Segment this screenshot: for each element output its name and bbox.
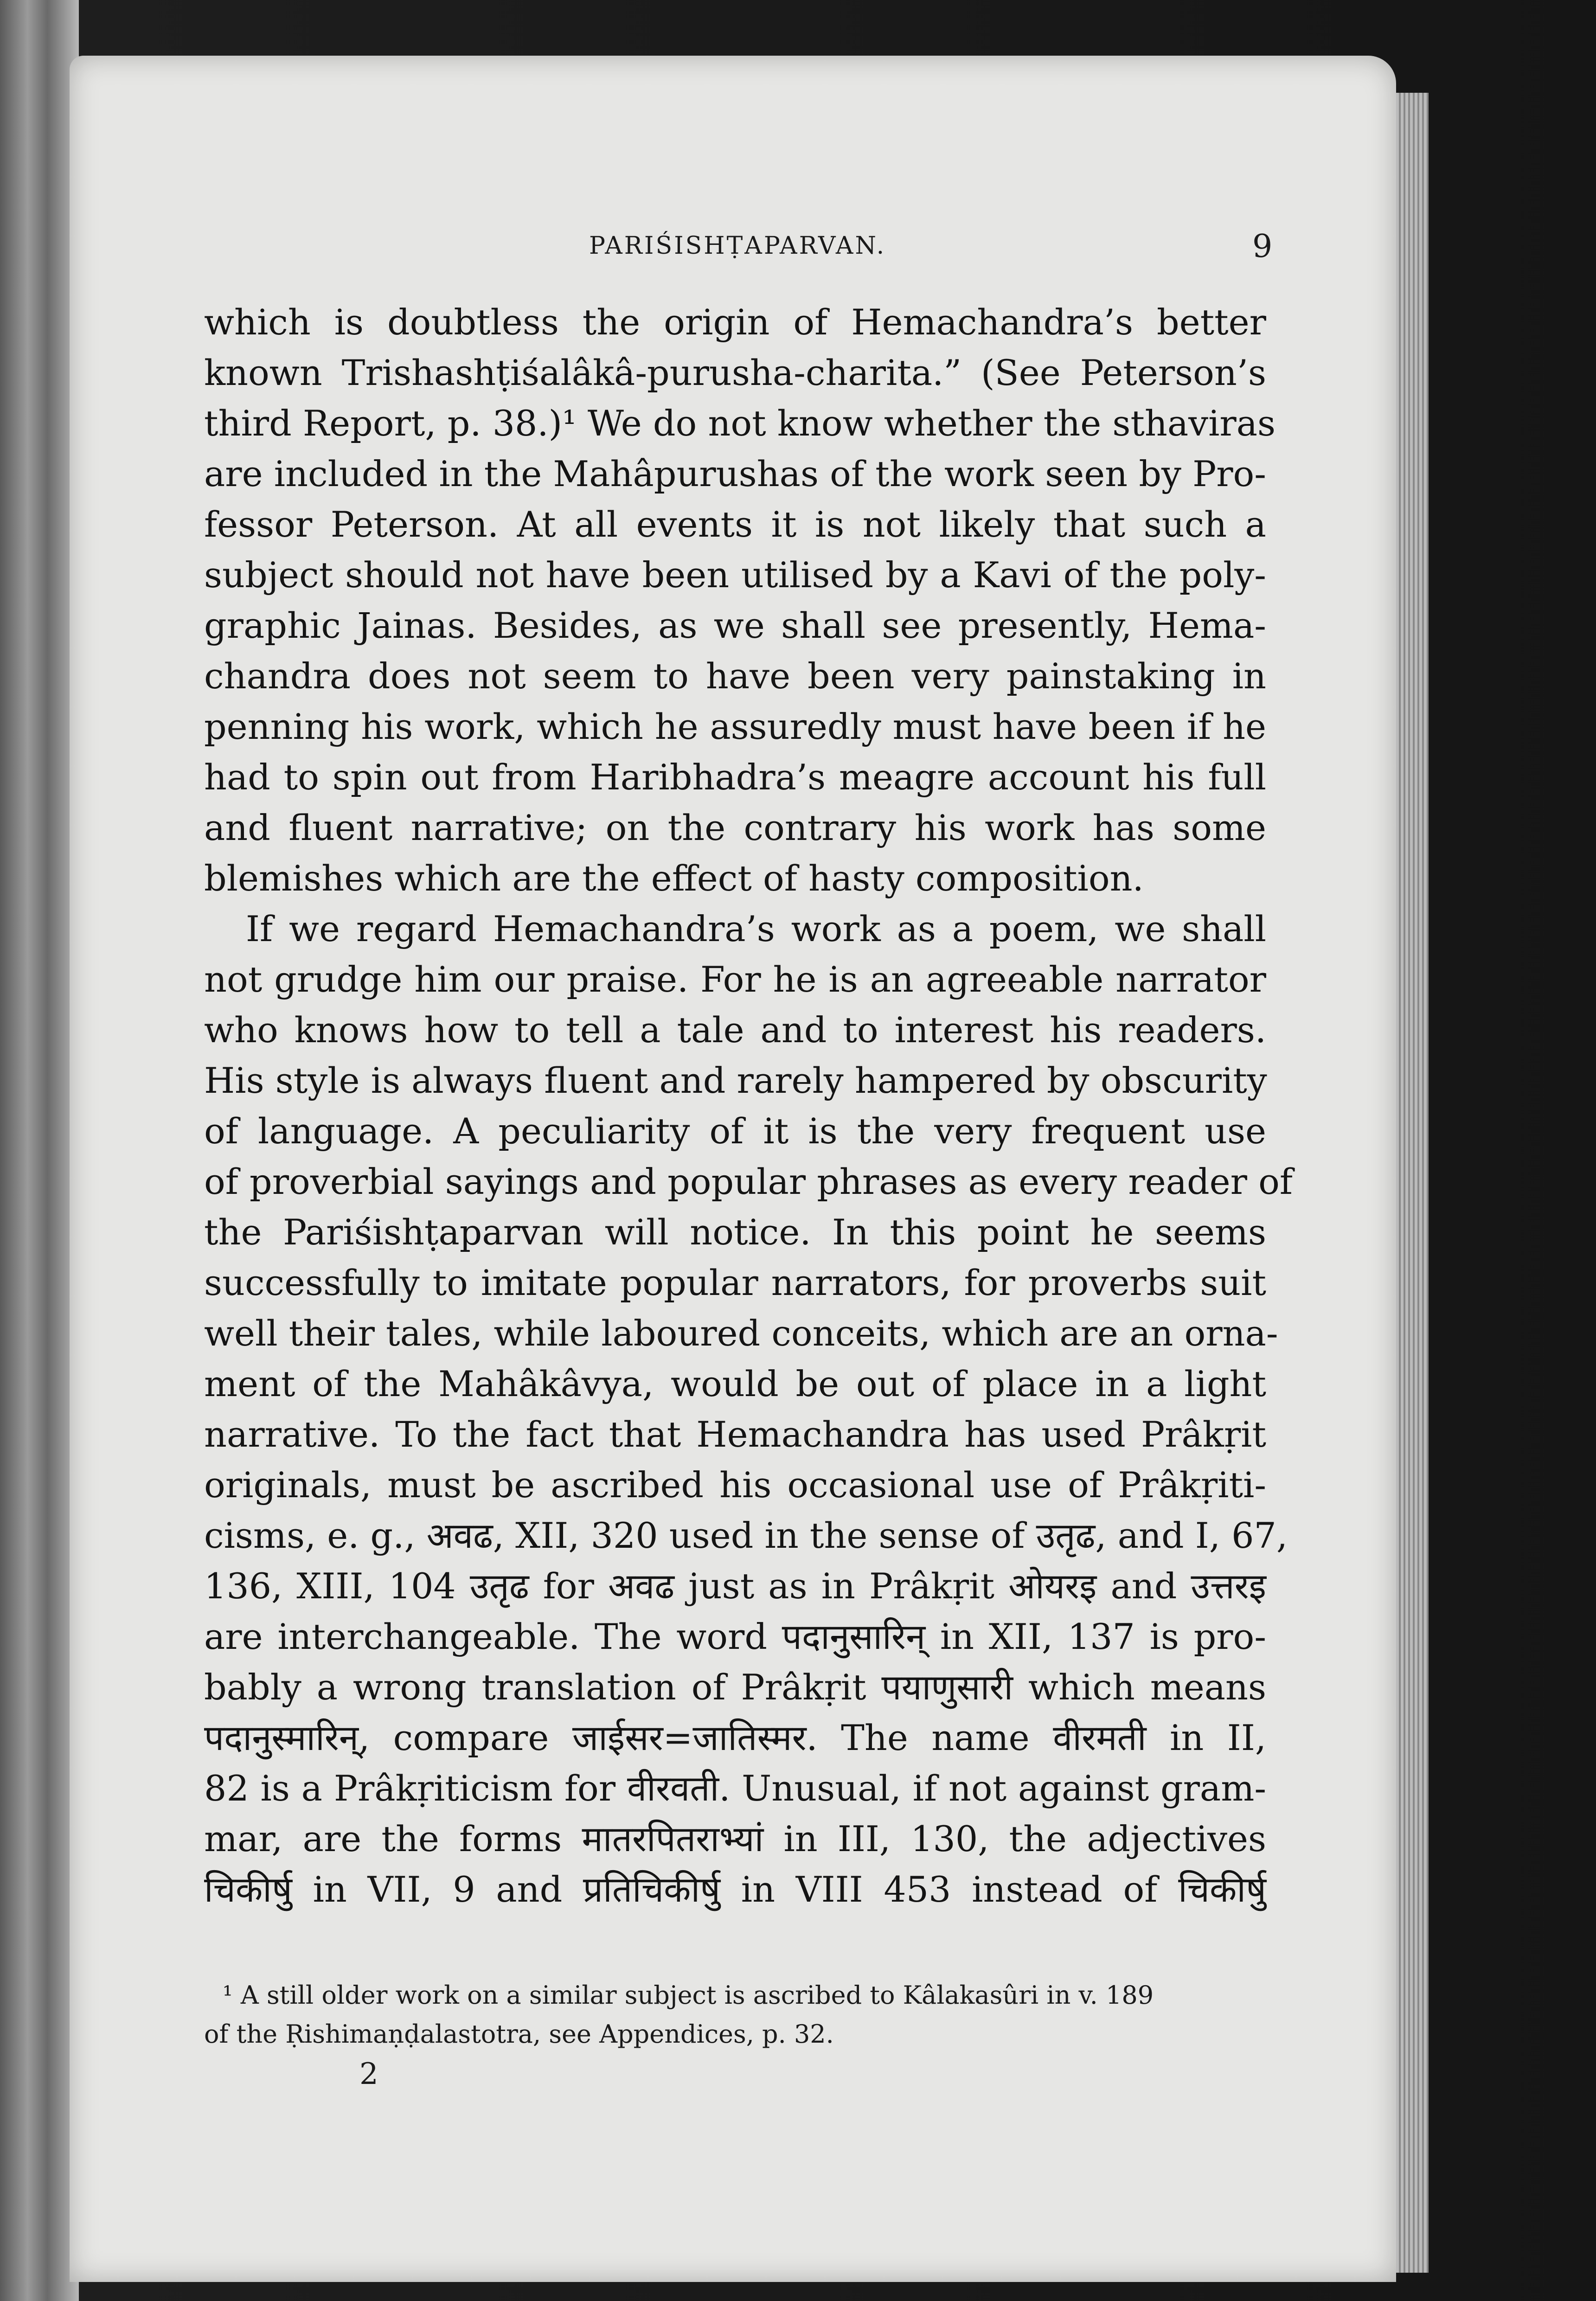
footnote-line: ¹ A still older work on a similar subject is ascribed to Kâlakasûri in v. 189: [223, 1981, 1154, 2010]
text-line: narrative. To the fact that Hemachandra has used Prâkṛit: [204, 1414, 1266, 1455]
text-line: If we regard Hemachandra’s work as a poem, we shall: [246, 908, 1266, 949]
running-head: PARIŚISHṬAPARVAN.: [589, 232, 886, 260]
text-line: successfully to imitate popular narrators, for proverbs suit: [204, 1262, 1266, 1303]
text-line: blemishes which are the effect of hasty composition.: [204, 858, 1144, 899]
text-line: known Trishashṭiśalâkâ-purusha-charita.” (See Peterson’s: [204, 352, 1266, 393]
text-line: cisms, e. g., अवढ, XII, 320 used in the sense of उतृढ, and I, 67,: [204, 1515, 1288, 1556]
signature-mark: 2: [359, 2057, 378, 2091]
text-line: 82 is a Prâkṛiticism for वीरवती. Unusual, if not against gram-: [204, 1768, 1266, 1809]
text-line: who knows how to tell a tale and to interest his readers.: [204, 1009, 1266, 1051]
text-line: subject should not have been utilised by a Kavi of the poly-: [204, 554, 1266, 596]
text-line: penning his work, which he assuredly must have been if he: [204, 706, 1266, 747]
text-line: fessor Peterson. At all events it is not likely that such a: [204, 504, 1266, 545]
page-number: 9: [1252, 228, 1273, 265]
text-line: had to spin out from Haribhadra’s meagre account his full: [204, 756, 1266, 798]
text-line: are included in the Mahâpurushas of the work seen by Pro-: [204, 453, 1266, 494]
text-line: the Pariśishṭaparvan will notice. In this point he seems: [204, 1211, 1266, 1253]
text-line: well their tales, while laboured conceits, which are an orna-: [204, 1313, 1278, 1354]
text-line: His style is always fluent and rarely hampered by obscurity: [204, 1060, 1267, 1101]
text-line: and fluent narrative; on the contrary his work has some: [204, 807, 1266, 848]
text-line: bably a wrong translation of Prâkṛit पयाणुसारी which means: [204, 1666, 1266, 1708]
text-line: चिकीर्षु in VII, 9 and प्रतिचिकीर्षु in VIII 453 instead of चिकीर्षु: [204, 1869, 1266, 1910]
footnote-line: of the Ṛishimaṇḍalastotra, see Appendices, p. 32.: [204, 2019, 834, 2049]
body-text: [204, 297, 1293, 1915]
text-line: are interchangeable. The word पदानुसारिन् in XII, 137 is pro-: [204, 1616, 1266, 1657]
text-line: not grudge him our praise. For he is an agreeable narrator: [204, 959, 1266, 1000]
text-line: chandra does not seem to have been very painstaking in: [204, 655, 1266, 697]
text-line: पदानुस्मारिन्, compare जाईसर=जातिस्मर. The name वीरमती in II,: [204, 1717, 1266, 1758]
text-line: which is doubtless the origin of Hemachandra’s better: [204, 301, 1266, 343]
text-line: 136, XIII, 104 उतृढ for अवढ just as in Prâkṛit ओयरइ and उत्तरइ: [204, 1565, 1266, 1607]
book-binding: [0, 0, 79, 2301]
text-line: of proverbial sayings and popular phrases as every reader of: [204, 1161, 1293, 1202]
text-line: third Report, p. 38.)¹ We do not know whether the sthaviras: [204, 403, 1276, 444]
footnote: [204, 1976, 1266, 2054]
text-line: mar, are the forms मातरपितराभ्यां in III, 130, the adjectives: [204, 1818, 1266, 1859]
text-line: of language. A peculiarity of it is the very frequent use: [204, 1110, 1266, 1152]
text-line: ment of the Mahâkâvya, would be out of place in a light: [204, 1363, 1266, 1404]
text-line: originals, must be ascribed his occasional use of Prâkṛiti-: [204, 1464, 1266, 1506]
text-line: graphic Jainas. Besides, as we shall see presently, Hema-: [204, 605, 1266, 646]
